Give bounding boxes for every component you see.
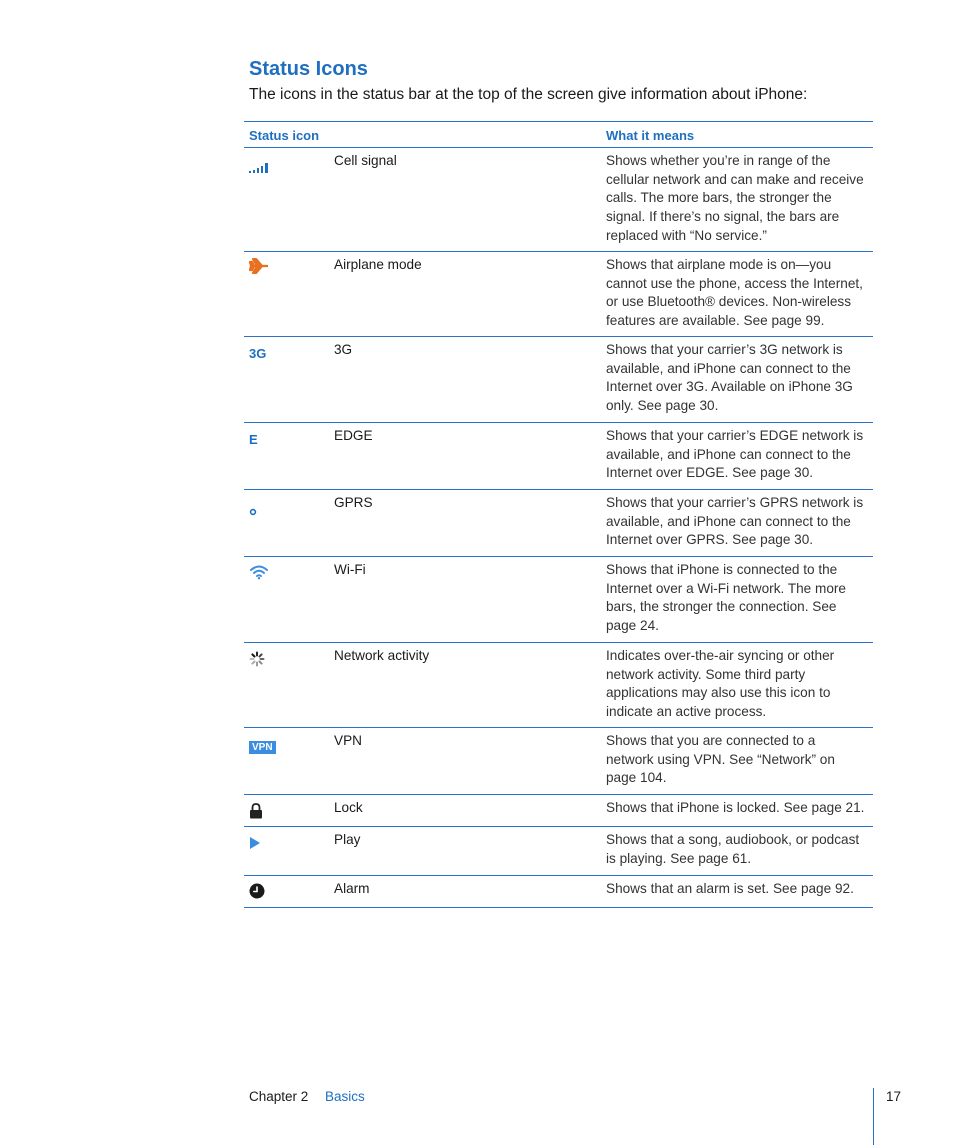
cell-signal-icon (249, 160, 279, 180)
page-number: 17 (886, 1089, 902, 1104)
row-description: Shows that your carrier’s EDGE network is available, and iPhone can connect to the Internet over EDGE. See page 30. (606, 428, 864, 481)
row-description: Shows that airplane mode is on—you cannot use the phone, access the Internet, or use Bluetooth® devices. Non-wireless features are available. See page 99. (606, 257, 863, 329)
status-icons-table (244, 121, 873, 908)
row-description: Shows whether you’re in range of the cellular network and can make and receive calls. The more bars, the stronger the signal. If there’s no signal, the bars are replaced with “No service.” (606, 153, 864, 243)
alarm-icon (249, 883, 279, 903)
row-name: VPN (334, 733, 362, 748)
table-header (244, 122, 873, 148)
table-row (244, 728, 873, 795)
row-name: GPRS (334, 495, 373, 510)
row-name: Alarm (334, 881, 370, 896)
row-description: Shows that you are connected to a network using VPN. See “Network” on page 104. (606, 733, 835, 786)
row-name: Airplane mode (334, 257, 422, 272)
table-row (244, 148, 873, 252)
table-row (244, 557, 873, 643)
section-title: Status Icons (249, 58, 368, 80)
row-name: Network activity (334, 648, 430, 663)
footer-divider (873, 1088, 874, 1145)
row-name: Lock (334, 800, 363, 815)
table-row (244, 337, 873, 423)
footer-section-link[interactable]: Basics (325, 1089, 365, 1104)
intro-text: The icons in the status bar at the top of the screen give information about iPhone: (249, 86, 808, 103)
table-row (244, 643, 873, 728)
table-row (244, 423, 873, 490)
vpn-icon: VPN (249, 741, 276, 754)
row-description: Indicates over-the-air syncing or other network activity. Some third party applications may also use this icon to indicate an active process. (606, 648, 835, 720)
row-name: Play (334, 832, 361, 847)
play-icon (249, 836, 279, 856)
row-description: Shows that iPhone is locked. See page 21. (606, 800, 865, 815)
network-activity-icon (249, 651, 279, 671)
table-row (244, 795, 873, 827)
row-name: 3G (334, 342, 353, 357)
table-row (244, 490, 873, 557)
table-row (244, 827, 873, 876)
row-name: Wi-Fi (334, 562, 366, 577)
table-row (244, 876, 873, 908)
row-description: Shows that iPhone is connected to the Internet over a Wi-Fi network. The more bars, the stronger the connection. See page 24. (606, 562, 846, 634)
wifi-icon (249, 564, 279, 584)
3g-icon: 3G (249, 346, 267, 361)
edge-icon: E (249, 432, 258, 447)
lock-icon (249, 803, 279, 823)
row-description: Shows that your carrier’s GPRS network is available, and iPhone can connect to the Internet over GPRS. See page 30. (606, 495, 864, 548)
header-what-it-means: What it means (606, 128, 695, 143)
row-description: Shows that a song, audiobook, or podcast is playing. See page 61. (606, 832, 860, 866)
header-status-icon: Status icon (249, 128, 320, 143)
row-description: Shows that your carrier’s 3G network is available, and iPhone can connect to the Internet over 3G. Available on iPhone 3G only. See page 30. (606, 342, 853, 414)
row-description: Shows that an alarm is set. See page 92. (606, 881, 854, 896)
table-row (244, 252, 873, 337)
footer-chapter: Chapter 2 (249, 1089, 309, 1104)
gprs-icon (249, 503, 279, 523)
row-name: Cell signal (334, 153, 397, 168)
airplane-icon (249, 258, 279, 278)
row-name: EDGE (334, 428, 373, 443)
